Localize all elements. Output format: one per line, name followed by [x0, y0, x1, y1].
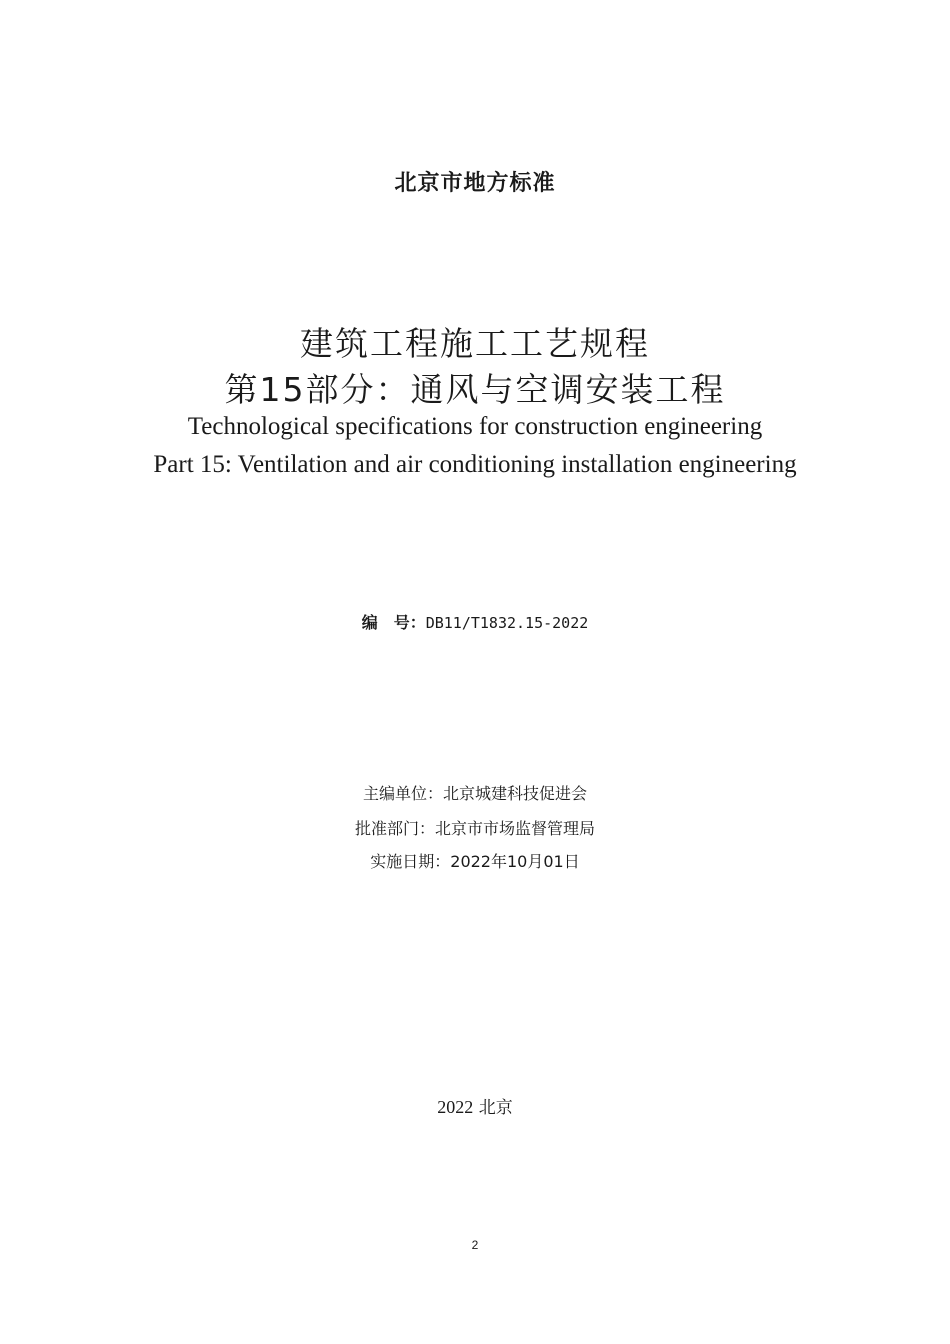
editor-organization: 主编单位：北京城建科技促进会: [362, 784, 587, 803]
standard-number-label: 编 号：: [361, 613, 426, 632]
title-english-line2: Part 15: Ventilation and air conditioning installation engineering: [153, 451, 797, 478]
publication-city: 北京: [478, 1098, 513, 1118]
standard-type-label: 北京市地方标准: [394, 171, 556, 196]
title-english-line1: Technological specifications for construction engineering: [187, 413, 763, 440]
title-chinese-line1: 建筑工程施工工艺规程: [300, 324, 650, 363]
page-number: 2: [471, 1238, 479, 1252]
effective-date: 实施日期：2022年10月01日: [370, 852, 580, 871]
publication-year: 2022: [437, 1097, 474, 1117]
standard-number-value: DB11/T1832.15-2022: [425, 614, 589, 632]
standard-number: [0, 610, 950, 633]
approving-department: 批准部门：北京市市场监督管理局: [354, 819, 595, 838]
publication-footer: [0, 1093, 950, 1118]
title-chinese-line2: 第15部分：通风与空调安装工程: [224, 370, 726, 409]
